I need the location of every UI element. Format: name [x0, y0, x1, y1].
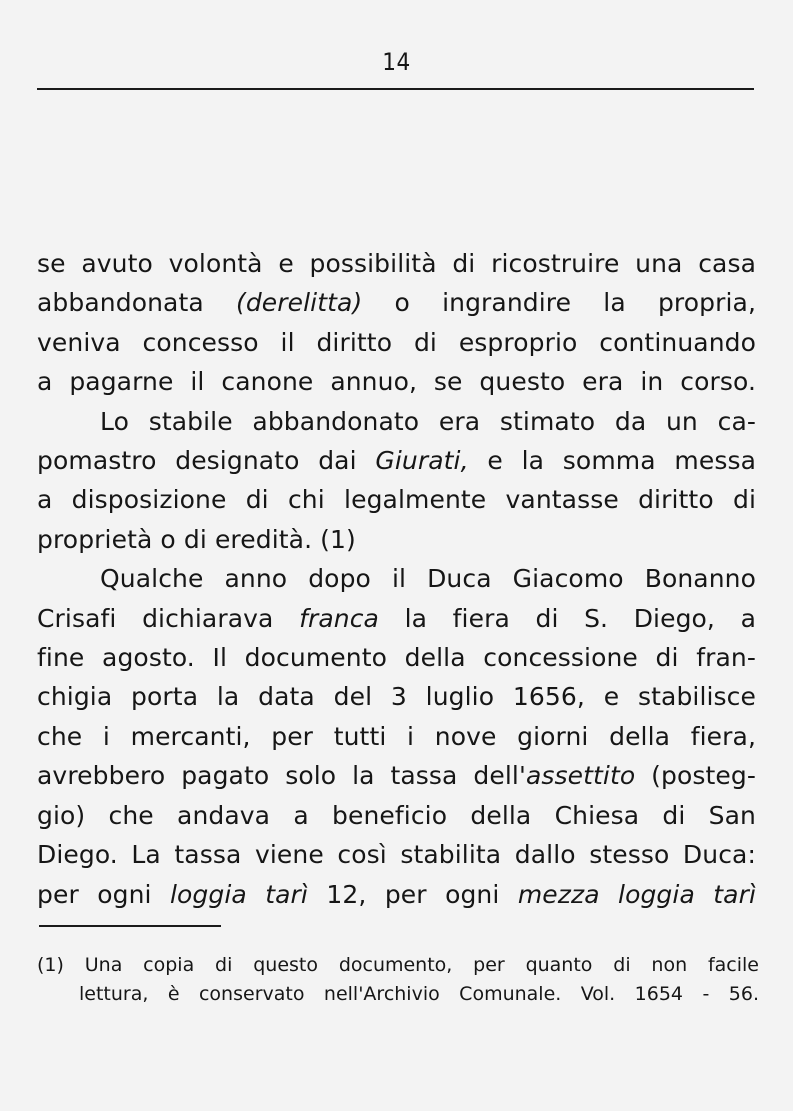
header-rule [37, 88, 754, 90]
text-segment: proprietà o di eredità. (1) [37, 524, 356, 554]
text-line [37, 323, 756, 362]
text-line [37, 796, 756, 835]
italic-term: loggia tarì [169, 879, 308, 909]
text-line [37, 441, 756, 480]
text-line [37, 362, 756, 401]
text-line [37, 717, 756, 756]
text-line [37, 599, 756, 638]
footnotes [37, 951, 759, 1009]
italic-term: (derelitta) [235, 288, 363, 318]
text-segment: che i mercanti, per tutti i nove giorni della fiera, [37, 721, 756, 751]
text-segment: Crisafi dichiarava [37, 603, 300, 633]
body-text [37, 244, 756, 914]
text-segment: pomastro designato dai [37, 446, 376, 476]
text-line [37, 835, 756, 874]
italic-term: Giurati, [375, 446, 469, 476]
text-segment: Diego. La tassa viene così stabilita dallo stesso Duca: [37, 840, 756, 870]
text-segment: chigia porta la data del 3 luglio 1656, e stabilisce [37, 682, 756, 712]
text-segment: abbandonata [37, 288, 236, 318]
text-line [37, 875, 756, 914]
text-segment: Lo stabile abbandonato era stimato da un ca- [100, 406, 756, 436]
text-segment: (posteg- [635, 761, 756, 791]
footnote-line: lettura, è conservato nell'Archivio Comunale. Vol. 1654 - 56. [79, 983, 759, 1005]
text-line [37, 402, 756, 441]
page-number: 14 [382, 48, 411, 76]
text-segment: a pagarne il canone annuo, se questo era in corso. [37, 367, 756, 397]
text-line [37, 677, 756, 716]
text-segment: a disposizione di chi legalmente vantasse diritto di [37, 485, 756, 515]
text-segment: per ogni [37, 879, 170, 909]
footnote-rule [39, 925, 221, 927]
text-line [37, 480, 756, 519]
text-segment: la fiera di S. Diego, a [378, 603, 757, 633]
text-segment: veniva concesso il diritto di esproprio continuando [37, 327, 756, 357]
footnote-line: (1) Una copia di questo documento, per quanto di non facile [37, 954, 759, 976]
italic-term: assettito [525, 761, 636, 791]
text-segment: Qualche anno dopo il Duca Giacomo Bonanno [100, 564, 756, 594]
italic-term: franca [299, 603, 379, 633]
text-segment: avrebbero pagato solo la tassa dell' [37, 761, 526, 791]
text-segment: o ingrandire la propria, [362, 288, 756, 318]
text-segment: se avuto volontà e possibilità di ricostruire una casa [37, 249, 756, 278]
text-line [37, 756, 756, 795]
text-line [37, 520, 756, 559]
text-segment: 12, per ogni [307, 879, 518, 909]
italic-term: mezza loggia tarì [517, 879, 757, 909]
text-line [37, 244, 756, 283]
text-line [37, 283, 756, 322]
text-line [37, 559, 756, 598]
text-segment: gio) che andava a beneficio della Chiesa di San [37, 800, 756, 830]
text-line [37, 638, 756, 677]
text-segment: e la somma messa [468, 446, 756, 476]
text-segment: fine agosto. Il documento della concessione di fran- [37, 643, 756, 673]
